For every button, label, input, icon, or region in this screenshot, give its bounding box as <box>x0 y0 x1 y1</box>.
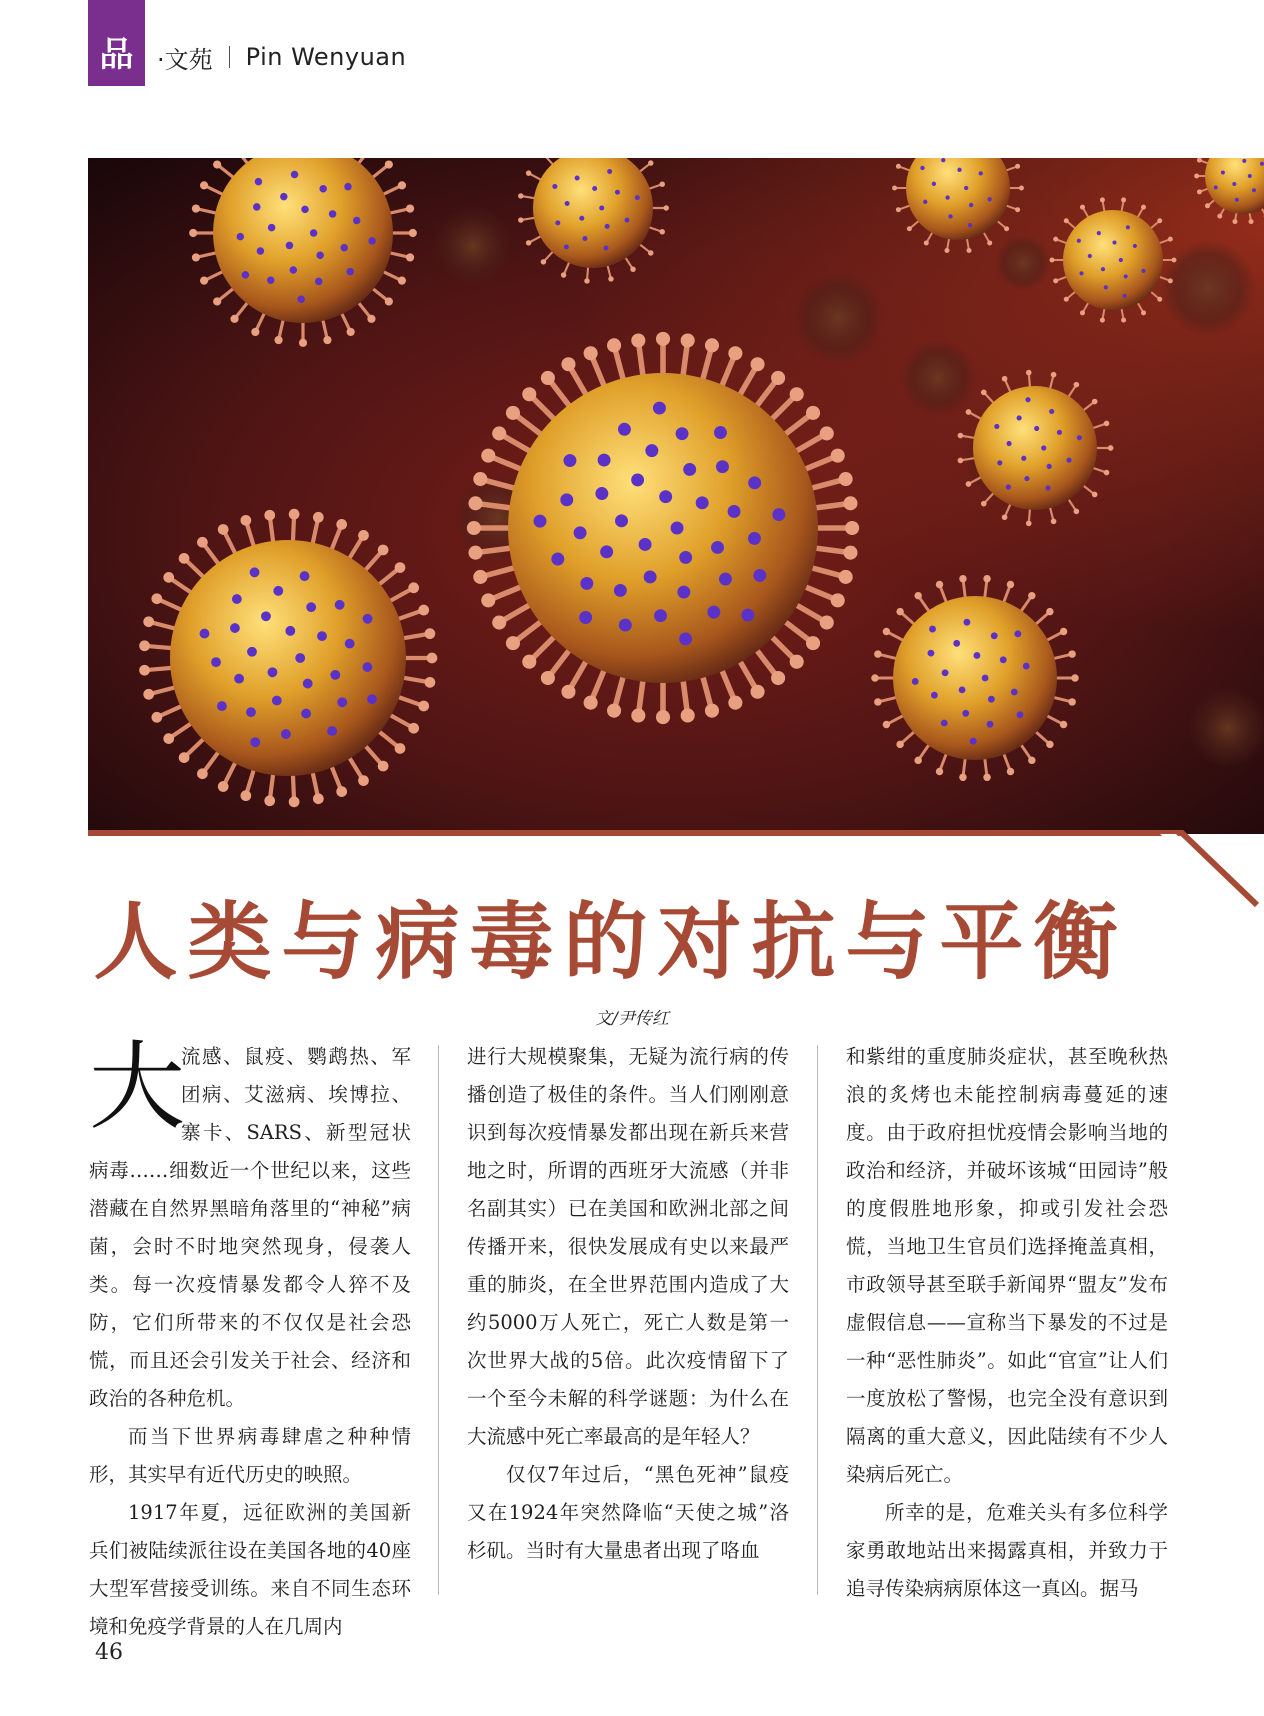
column-divider <box>438 1045 439 1595</box>
drop-cap: 大 <box>89 1031 185 1143</box>
text-column-1 <box>89 1031 411 1646</box>
paragraph: 和紫绀的重度肺炎症状，甚至晚秋热浪的炙烤也未能控制病毒蔓延的速度。由于政府担忧疫情会影响当地的政治和经济，并破坏该城“田园诗”般的度假胜地形象，抑或引发社会恐慌，当地卫生官员们选择掩盖真相，市政领导甚至联手新闻界“盟友”发布虚假信息——宣称当下暴发的不过是一种“恶性肺炎”。如此“官宣”让人们一度放松了警惕，也完全没有意识到隔离的重大意义，因此陆续有不少人染病后死亡。 <box>846 1045 1168 1486</box>
paragraph: 1917年夏，远征欧洲的美国新兵们被陆续派往设在美国各地的40座大型军营接受训练。来自不同生态环境和免疫学背景的人在几周内 <box>89 1501 411 1638</box>
article-byline: 文/尹传红 <box>595 1009 669 1029</box>
section-name-english: Pin Wenyuan <box>245 43 407 71</box>
virus-particle <box>467 332 859 724</box>
article-title: 人类与病毒的对抗与平衡 <box>93 893 1128 991</box>
paragraph: 进行大规模聚集，无疑为流行病的传播创造了极佳的条件。当人们刚刚意识到每次疫情暴发都出现在新兵来营地之时，所谓的西班牙大流感（并非名副其实）已在美国和欧洲北部之间传播开来，很快发展成有史以来最严重的肺炎，在全世界范围内造成了大约5000万人死亡，死亡人数是第一次世界大战的5倍。此次疫情留下了一个至今未解的科学谜题：为什么在大流感中死亡率最高的是年轻人？ <box>467 1045 789 1448</box>
header-divider <box>229 46 230 68</box>
virus-illustration <box>88 158 1264 834</box>
column-divider <box>817 1045 818 1595</box>
text-column-3 <box>846 1038 1168 1608</box>
text-column-2 <box>467 1038 789 1570</box>
paragraph: 而当下世界病毒肆虐之种种情形，其实早有近代历史的映照。 <box>89 1425 411 1486</box>
section-badge: 品 <box>88 0 145 86</box>
page-number: 46 <box>95 1640 123 1665</box>
paragraph: 仅仅7年过后，“黑色死神”鼠疫又在1924年突然降临“天使之城”洛杉矶。当时有大量患者出现了咯血 <box>467 1463 789 1562</box>
section-name: ·文苑 <box>157 45 213 74</box>
paragraph: 所幸的是，危难关头有多位科学家勇敢地站出来揭露真相，并致力于追寻传染病病原体这一真凶。据马 <box>846 1501 1168 1600</box>
hero-virus-image <box>88 158 1264 834</box>
paragraph: 流感、鼠疫、鹦鹉热、军团病、艾滋病、埃博拉、寨卡、SARS、新型冠状病毒……细数近一个世纪以来，这些潜藏在自然界黑暗角落里的“神秘”病菌，会时不时地突然现身，侵袭人类。每一次疫情暴发都令人猝不及防，它们所带来的不仅仅是社会恐慌，而且还会引发关于社会、经济和政治的各种危机。 <box>89 1045 411 1410</box>
section-header <box>88 0 406 86</box>
